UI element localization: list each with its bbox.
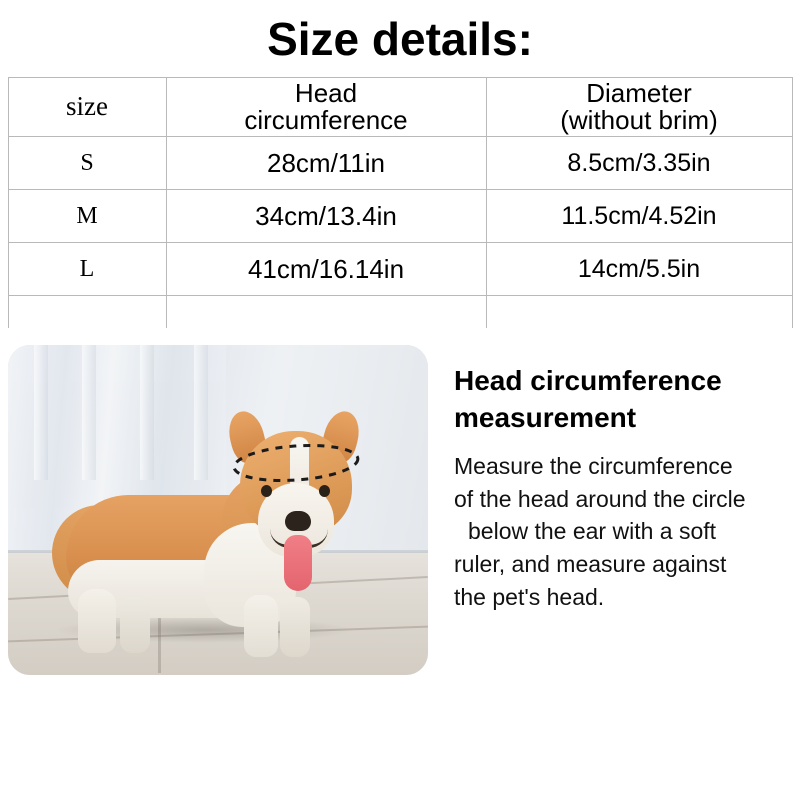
column-header-head-circumference bbox=[166, 77, 486, 137]
cell-head-circumference: 34cm/13.4in bbox=[166, 190, 486, 243]
column-header-diameter bbox=[486, 77, 792, 137]
measurement-section bbox=[0, 345, 800, 675]
cell-diameter: 11.5cm/4.52in bbox=[486, 190, 792, 243]
description-line: the pet's head. bbox=[454, 583, 605, 610]
table-row bbox=[8, 190, 792, 243]
table-header-row bbox=[8, 77, 792, 137]
table-row bbox=[8, 137, 792, 190]
measurement-heading-line1: Head circumference bbox=[454, 365, 722, 397]
description-line: Measure the circumference bbox=[454, 452, 733, 479]
spacer-cell bbox=[486, 296, 792, 329]
column-header-head-line1: Head bbox=[294, 77, 358, 108]
cell-size: S bbox=[8, 137, 166, 190]
column-header-diameter-line2: (without brim) bbox=[560, 104, 718, 135]
spacer-cell bbox=[8, 296, 166, 329]
measurement-heading-line2: measurement bbox=[454, 401, 637, 433]
cell-diameter: 14cm/5.5in bbox=[486, 243, 792, 296]
measurement-description bbox=[454, 450, 774, 613]
description-line: of the head around the circle bbox=[454, 485, 746, 512]
cell-size: M bbox=[8, 190, 166, 243]
size-details-table bbox=[8, 77, 793, 330]
spacer-cell bbox=[166, 296, 486, 329]
table-row bbox=[8, 243, 792, 296]
cell-head-circumference: 28cm/11in bbox=[166, 137, 486, 190]
measurement-info bbox=[428, 345, 792, 613]
description-line: ruler, and measure against bbox=[454, 550, 727, 577]
description-line: below the ear with a soft bbox=[468, 518, 717, 545]
column-header-head-line2: circumference bbox=[244, 104, 408, 135]
dashed-head-circumference-line bbox=[233, 442, 359, 485]
column-header-size: size bbox=[8, 77, 166, 137]
page-title: Size details: bbox=[267, 13, 533, 65]
cell-diameter: 8.5cm/3.35in bbox=[486, 137, 792, 190]
measurement-heading bbox=[454, 363, 784, 436]
photo-artwork bbox=[8, 345, 428, 675]
cell-size: L bbox=[8, 243, 166, 296]
corgi-photo bbox=[8, 345, 428, 675]
cell-head-circumference: 41cm/16.14in bbox=[166, 243, 486, 296]
column-header-diameter-line1: Diameter bbox=[586, 77, 692, 108]
table-spacer-row bbox=[8, 296, 792, 329]
head-circumference-annotation bbox=[8, 345, 428, 675]
